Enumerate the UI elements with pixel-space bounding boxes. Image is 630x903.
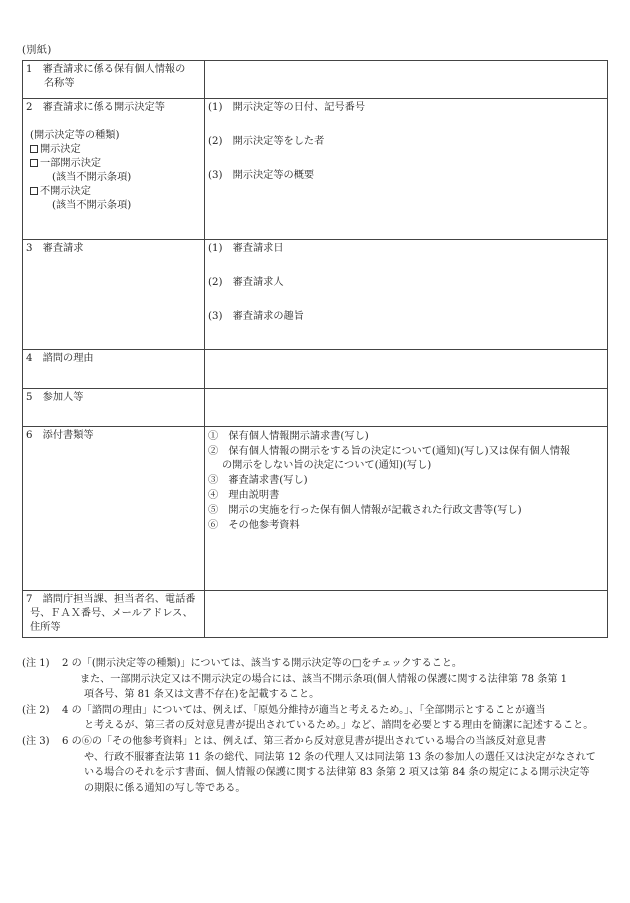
item-text: 理由説明書 <box>228 490 280 501</box>
decision-maker: (2) 開示決定等をした者 <box>208 136 325 147</box>
checkbox-partial-label: 一部開示決定 <box>40 158 102 169</box>
note-text: と考えるが、第三者の反対意見書が提出されているため。」など、諮問を必要とする理由を簡潔に記述すること。 <box>84 720 594 732</box>
note-text: 4 の「諮問の理由」については、例えば、「原処分維持が適当と考えるため。」、「全部開示とすることが適当 <box>62 704 546 716</box>
review-requester: (2) 審査請求人 <box>208 277 284 288</box>
checkbox-non-disclosure[interactable] <box>26 185 201 199</box>
review-request-purpose: (3) 審査請求の趣旨 <box>208 311 304 322</box>
row7-label-line1: 7 諮問庁担当課、担当者名、電話番 <box>26 594 196 605</box>
note-text: や、行政不服審査法第 11 条の総代、同法第 12 条の代理人又は同法第 13 条の参加人の選任又は決定がなされて <box>84 751 596 763</box>
row7-label-line2: 号、ＦＡＸ番号、メールアドレス、 <box>30 608 193 619</box>
note-text: 6 の⑥の「その他参考資料」とは、例えば、第三者から反対意見書が提出されている場合の当該反対意見書 <box>62 735 547 747</box>
note-text: 項各号、第 81 条又は文書不存在)を記載すること。 <box>84 689 320 701</box>
row3-label: 3 審査請求 <box>26 243 84 254</box>
row2-label: 2 審査請求に係る開示決定等 <box>26 102 165 113</box>
notes-section <box>22 656 614 796</box>
row4-content-cell[interactable] <box>205 350 608 389</box>
label-cell <box>23 61 205 99</box>
item-number: ① <box>208 431 219 442</box>
row-consultation-reason <box>23 350 608 389</box>
row4-label: 4 諮問の理由 <box>26 353 94 364</box>
note-2 <box>22 703 614 734</box>
submission-form-table <box>22 60 608 638</box>
row6-content-cell[interactable] <box>205 427 608 591</box>
item-number: ⑤ <box>208 505 219 516</box>
attachment-item-continuation: の開示をしない旨の決定について(通知)(写し) <box>222 460 432 471</box>
row-review-request <box>23 240 608 350</box>
row7-label-line3: 住所等 <box>30 622 61 633</box>
row3-content-cell[interactable] <box>205 240 608 350</box>
item-number: ⑥ <box>208 520 219 531</box>
note-text: いる場合のそれを示す書面、個人情報の保護に関する法律第 83 条第 2 項又は第 84 条の規定による開示決定等 <box>84 767 590 779</box>
note-text: また、一部開示決定又は不開示決定の場合には、該当不開示条項(個人情報の保護に関する法律第 78 条第 1 <box>80 673 568 685</box>
label-cell <box>23 240 205 350</box>
decision-summary: (3) 開示決定等の概要 <box>208 170 315 181</box>
row7-content-cell[interactable] <box>205 591 608 638</box>
row6-label: 6 添付書類等 <box>26 430 94 441</box>
note-text: の期限に係る通知の写し等である。 <box>84 782 246 794</box>
attachment-item <box>208 518 604 533</box>
item-number: ② <box>208 446 219 457</box>
partial-clause-label: (該当不開示条項) <box>52 172 132 183</box>
item-number: ③ <box>208 475 219 486</box>
row1-content-cell[interactable] <box>205 61 608 99</box>
attachment-item <box>208 503 604 518</box>
row2-content-cell[interactable] <box>205 99 608 240</box>
row-personal-info-name <box>23 61 608 99</box>
decision-date-number: (1) 開示決定等の日付、記号番号 <box>208 102 366 113</box>
item-number: ④ <box>208 490 219 501</box>
label-cell <box>23 591 205 638</box>
checkbox-icon[interactable] <box>30 145 38 153</box>
label-cell <box>23 350 205 389</box>
row5-content-cell[interactable] <box>205 389 608 427</box>
decision-types-title: (開示決定等の種類) <box>30 130 120 141</box>
item-text: 開示の実施を行った保有個人情報が記載された行政文書等(写し) <box>228 505 522 516</box>
row-contact-info <box>23 591 608 638</box>
row1-label-line2: 名称等 <box>44 78 75 89</box>
row-attachments <box>23 427 608 591</box>
non-disclosure-clause-label: (該当不開示条項) <box>52 200 132 211</box>
note-1 <box>22 656 614 703</box>
attachment-item <box>208 473 604 488</box>
checkbox-icon[interactable] <box>30 159 38 167</box>
note-label: (注 1) <box>22 658 50 669</box>
review-request-date: (1) 審査請求日 <box>208 243 284 254</box>
note-label: (注 2) <box>22 704 50 716</box>
attachment-label: (別紙) <box>22 45 52 56</box>
item-text: 審査請求書(写し) <box>228 475 308 486</box>
checkbox-disclosure-label: 開示決定 <box>40 144 81 155</box>
row-participants <box>23 389 608 427</box>
label-cell <box>23 99 205 240</box>
label-cell <box>23 389 205 427</box>
item-text: 保有個人情報開示請求書(写し) <box>228 431 369 442</box>
item-text: 保有個人情報の開示をする旨の決定について(通知)(写し)又は保有個人情報 <box>228 446 571 457</box>
row1-label-line1: 1 審査請求に係る保有個人情報の <box>26 64 186 75</box>
checkbox-icon[interactable] <box>30 187 38 195</box>
note-label: (注 3) <box>22 735 50 747</box>
item-text: その他参考資料 <box>228 520 300 531</box>
attachment-item <box>208 488 604 503</box>
attachment-item <box>208 444 604 459</box>
row5-label: 5 参加人等 <box>26 392 84 403</box>
checkbox-non-disclosure-label: 不開示決定 <box>40 186 91 197</box>
note-3 <box>22 734 614 796</box>
row-disclosure-decision <box>23 99 608 240</box>
label-cell <box>23 427 205 591</box>
attachment-item <box>208 429 604 444</box>
checkbox-partial-disclosure[interactable] <box>26 157 201 171</box>
note-text: 2 の「(開示決定等の種類)」については、該当する開示決定等の□をチェックすること。 <box>62 658 463 669</box>
checkbox-disclosure[interactable] <box>26 143 201 157</box>
